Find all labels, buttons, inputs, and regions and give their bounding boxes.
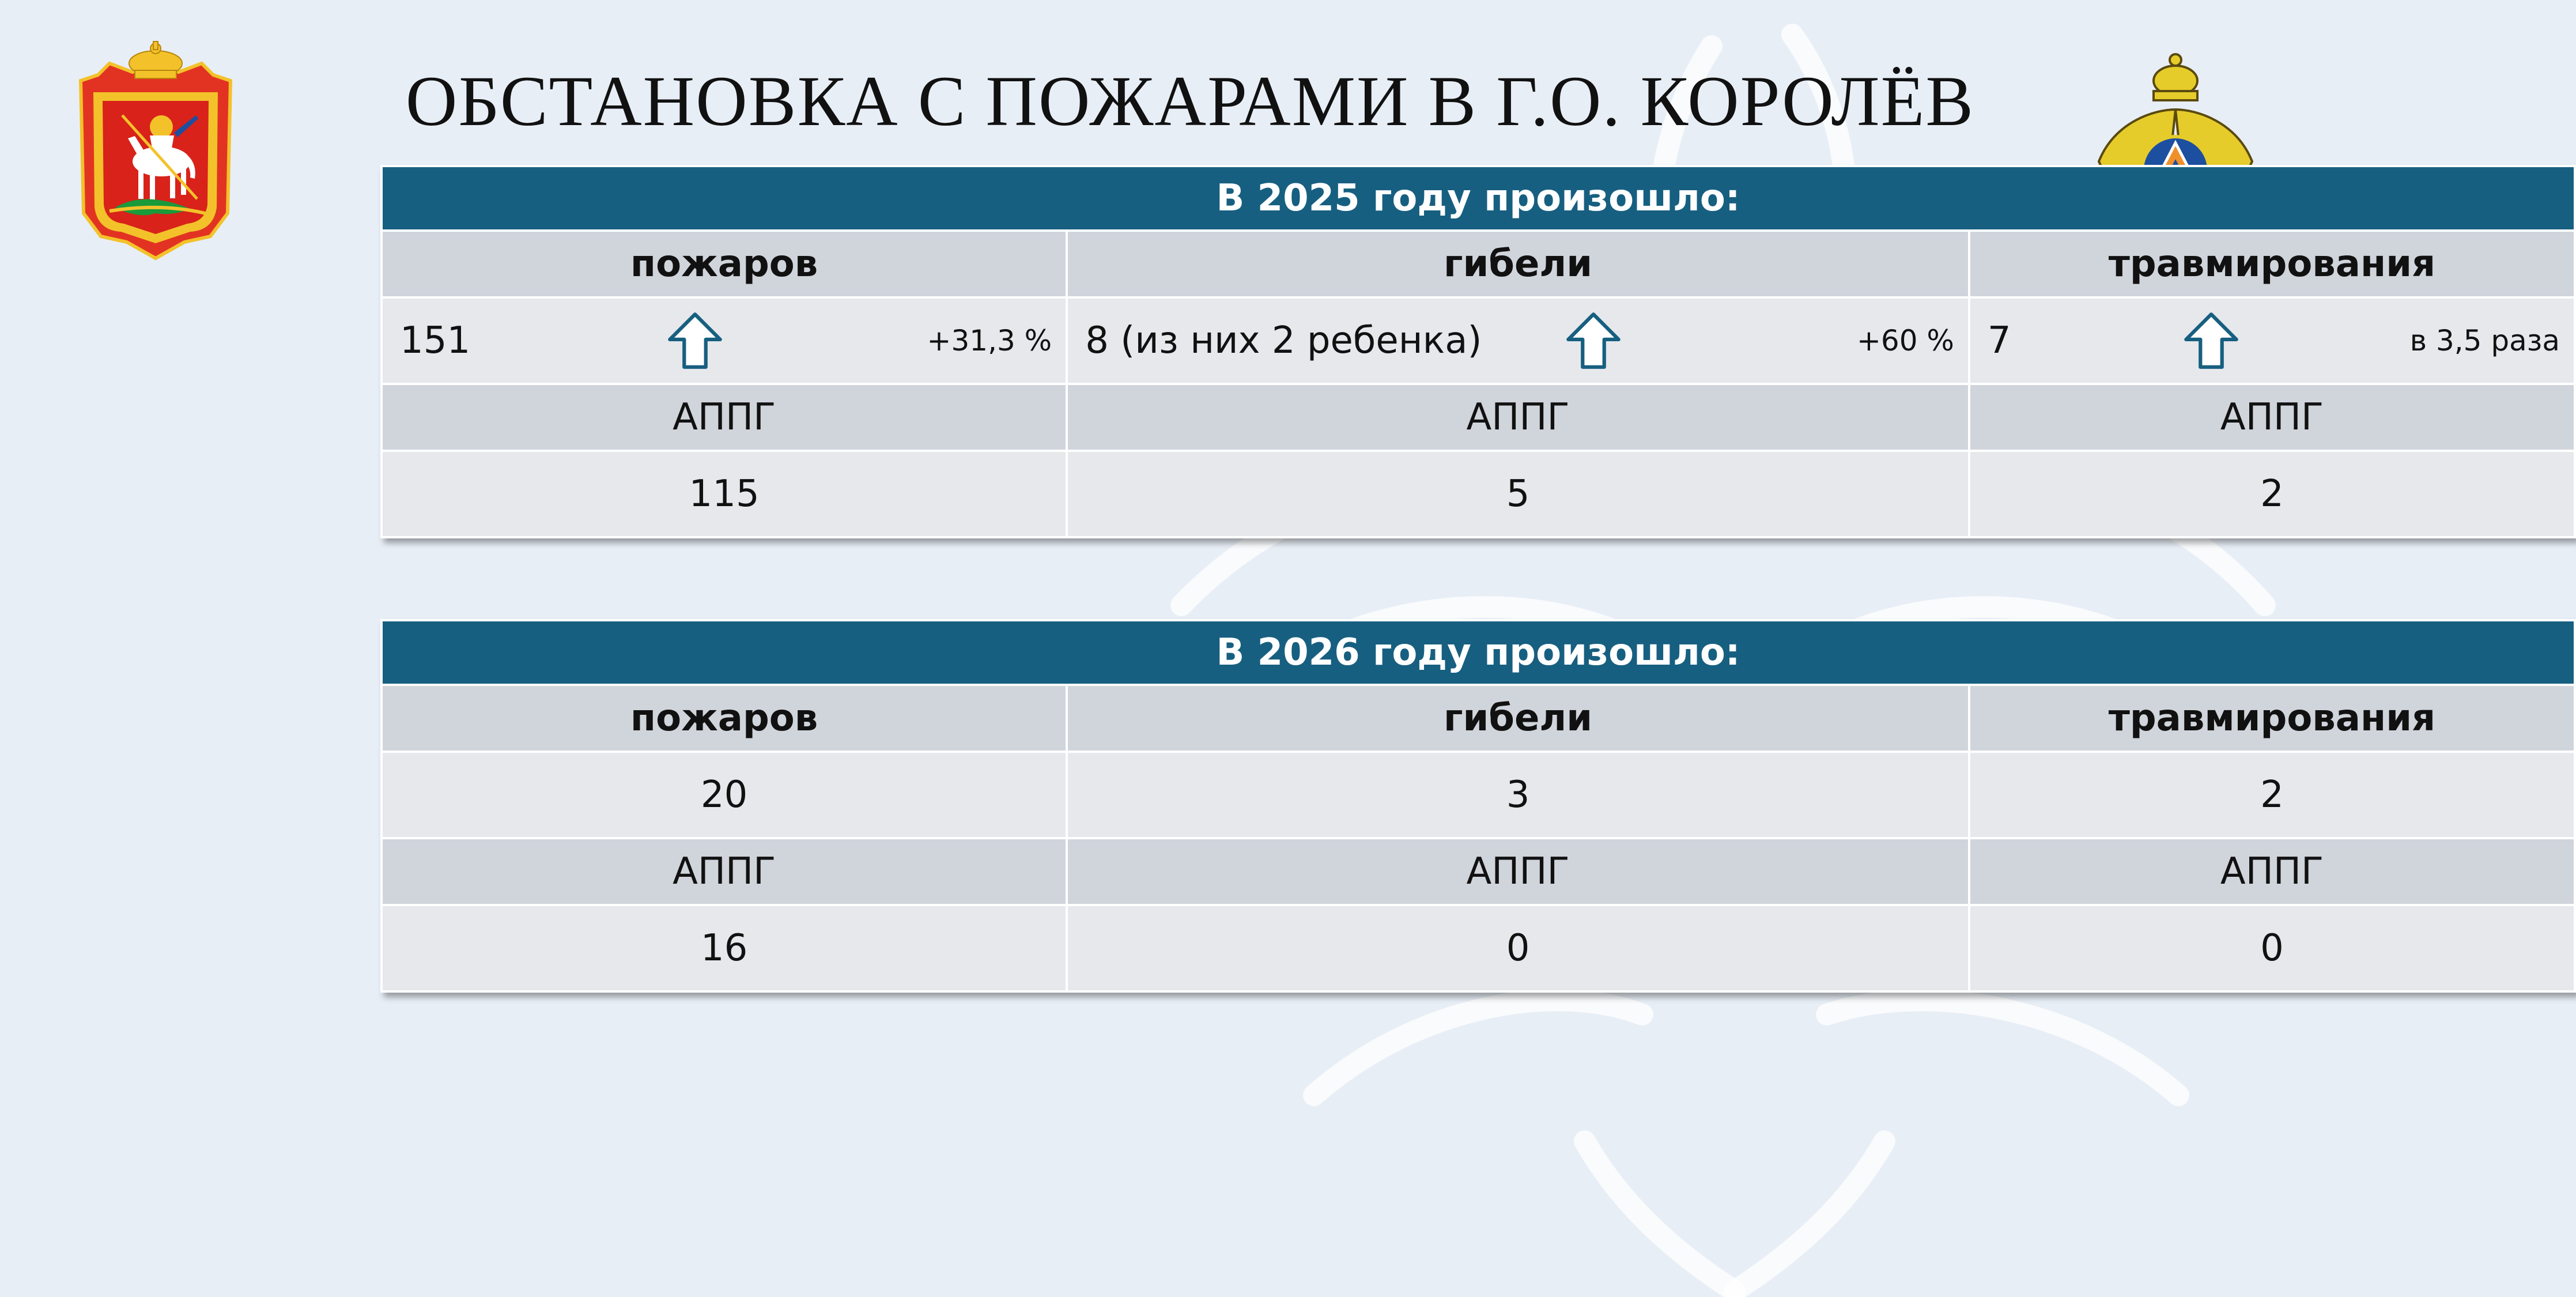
deaths-value: 3 (1067, 752, 1969, 838)
appg-label: АППГ (382, 838, 1067, 905)
injuries-trend: в 3,5 раза (2409, 324, 2560, 357)
appg-label: АППГ (1969, 384, 2575, 451)
column-header-deaths: гибели (1067, 231, 1969, 297)
fires-value: 151 (400, 319, 471, 362)
page-title: ОБСТАНОВКА С ПОЖАРАМИ В Г.О. КОРОЛЁВ (405, 62, 1975, 141)
table-header: В 2025 году произошло: (382, 166, 2575, 231)
deaths-value: 8 (из них 2 ребенка) (1085, 319, 1482, 362)
fires-current-cell (382, 297, 1067, 384)
column-header-fires: пожаров (382, 685, 1067, 752)
arrow-up-icon (2181, 311, 2241, 371)
arrow-up-icon (1563, 311, 1623, 371)
injuries-current-cell (1969, 297, 2575, 384)
fires-value: 20 (382, 752, 1067, 838)
deaths-current-cell (1067, 297, 1969, 384)
deaths-appg-value: 0 (1067, 905, 1969, 991)
stats-table-2025 (380, 165, 2576, 538)
fires-trend: +31,3 % (927, 324, 1052, 357)
injuries-value: 2 (1969, 752, 2575, 838)
column-header-deaths: гибели (1067, 685, 1969, 752)
appg-label: АППГ (1067, 838, 1969, 905)
fires-appg-value: 16 (382, 905, 1067, 991)
appg-label: АППГ (1969, 838, 2575, 905)
appg-label: АППГ (382, 384, 1067, 451)
column-header-fires: пожаров (382, 231, 1067, 297)
column-header-injuries: травмирования (1969, 231, 2575, 297)
table-header: В 2026 году произошло: (382, 620, 2575, 685)
deaths-trend: +60 % (1856, 324, 1954, 357)
injuries-appg-value: 0 (1969, 905, 2575, 991)
stats-table-2026 (380, 619, 2576, 993)
arrow-up-icon (665, 311, 725, 371)
deaths-appg-value: 5 (1067, 451, 1969, 537)
injuries-appg-value: 2 (1969, 451, 2575, 537)
appg-label: АППГ (1067, 384, 1969, 451)
fires-appg-value: 115 (382, 451, 1067, 537)
injuries-value: 7 (1987, 319, 2011, 362)
column-header-injuries: травмирования (1969, 685, 2575, 752)
